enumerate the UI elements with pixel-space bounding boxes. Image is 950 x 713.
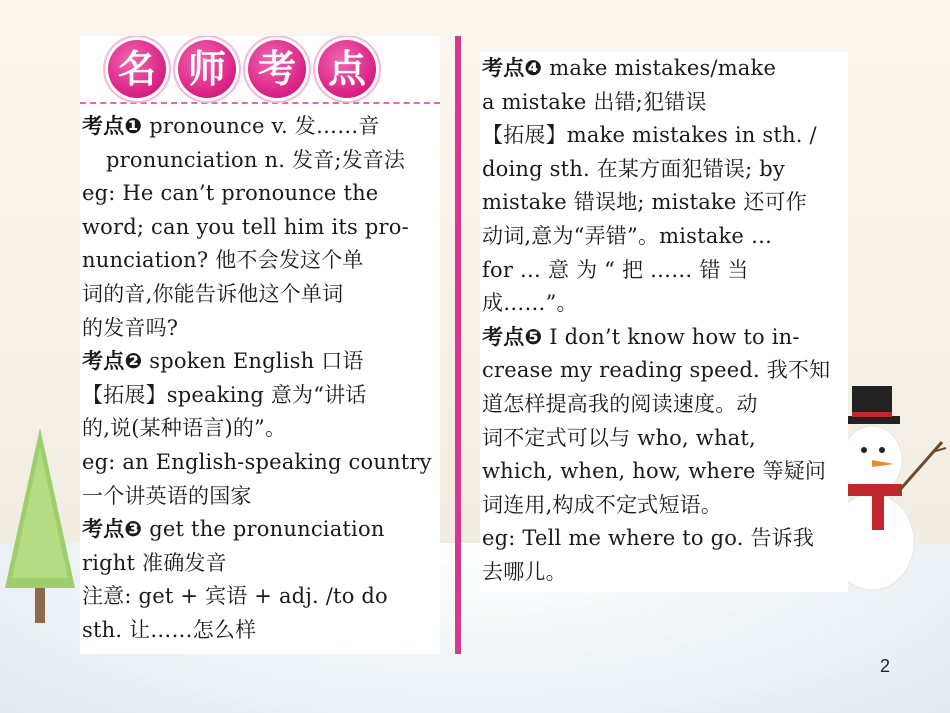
line-text: 去哪儿。 xyxy=(482,559,567,584)
line-text: eg: He can’t pronounce the xyxy=(82,181,379,206)
key-point-label: 考点❹ xyxy=(482,56,543,80)
title-banner xyxy=(80,36,440,104)
line-text: for … 意 为 “ 把 …… 错 当 xyxy=(482,257,749,282)
text-line xyxy=(80,345,440,379)
text-line xyxy=(480,556,848,590)
line-text: crease my reading speed. 我不知 xyxy=(482,358,831,383)
line-text: mistake 错误地; mistake 还可作 xyxy=(482,190,807,215)
text-line xyxy=(480,52,848,86)
line-text: doing sth. 在某方面犯错误; by xyxy=(482,156,785,181)
text-line xyxy=(480,489,848,523)
text-line xyxy=(80,547,440,581)
line-text: word; can you tell him its pro- xyxy=(82,214,409,239)
line-text: 成……”。 xyxy=(482,291,578,316)
line-text: 道怎样提高我的阅读速度。动 xyxy=(482,391,758,416)
line-text: spoken English 口语 xyxy=(142,349,364,374)
line-text: which, when, how, where 等疑问 xyxy=(482,459,827,484)
text-line xyxy=(80,513,440,547)
banner-badge: 考 xyxy=(248,40,306,98)
key-point-label: 考点❶ xyxy=(82,114,143,138)
text-line xyxy=(80,177,440,211)
christmas-tree-illustration xyxy=(0,428,80,628)
left-text-block xyxy=(80,110,440,648)
text-line xyxy=(480,522,848,556)
banner-badge: 师 xyxy=(178,40,236,98)
text-line xyxy=(80,244,440,278)
line-text: 动词,意为“弄错”。mistake … xyxy=(482,223,773,248)
line-text: get the pronunciation xyxy=(142,517,385,542)
line-text: eg: Tell me where to go. 告诉我 xyxy=(482,526,815,551)
line-text: 【拓展】make mistakes in sth. / xyxy=(482,123,817,148)
page-number: 2 xyxy=(880,656,891,676)
snowman-illustration xyxy=(842,372,950,592)
right-content-panel xyxy=(480,52,848,592)
line-text: 【拓展】speaking 意为“讲话 xyxy=(82,382,367,407)
text-line xyxy=(480,455,848,489)
text-line xyxy=(480,86,848,120)
text-line xyxy=(80,480,440,514)
text-line xyxy=(80,211,440,245)
line-text: eg: an English-speaking country xyxy=(82,449,432,474)
column-divider xyxy=(455,36,461,654)
line-text: 词的音,你能告诉他这个单词 xyxy=(82,281,344,306)
line-text: 词不定式可以与 who, what, xyxy=(482,425,756,450)
text-line xyxy=(480,186,848,220)
text-line xyxy=(80,278,440,312)
line-text: sth. 让……怎么样 xyxy=(82,617,257,642)
text-line xyxy=(80,412,440,446)
line-text: right 准确发音 xyxy=(82,550,227,575)
text-line xyxy=(80,446,440,480)
right-text-block xyxy=(480,52,848,590)
text-line xyxy=(480,422,848,456)
line-text: 的发音吗? xyxy=(82,315,179,340)
text-line xyxy=(80,580,440,614)
line-text: 词连用,构成不定式短语。 xyxy=(482,492,723,517)
key-point-label: 考点❺ xyxy=(482,324,543,349)
key-point-label: 考点❷ xyxy=(82,349,143,374)
key-point-label: 考点❸ xyxy=(82,517,143,542)
line-text: 一个讲英语的国家 xyxy=(82,483,252,508)
text-line xyxy=(480,354,848,388)
text-line xyxy=(80,614,440,648)
line-text: make mistakes/make xyxy=(542,56,777,80)
text-line xyxy=(80,379,440,413)
line-text: I don’t know how to in- xyxy=(542,324,800,349)
line-text: nunciation? 他不会发这个单 xyxy=(82,248,364,273)
text-line xyxy=(480,220,848,254)
text-line xyxy=(480,119,848,153)
text-line xyxy=(480,287,848,321)
left-content-panel xyxy=(80,36,440,654)
line-text: 注意: get + 宾语 + adj. /to do xyxy=(82,584,388,609)
text-line xyxy=(80,110,440,144)
text-line xyxy=(480,321,848,355)
line-text: pronounce v. 发……音 xyxy=(142,114,380,138)
text-line xyxy=(480,388,848,422)
banner-badges xyxy=(108,40,376,98)
text-line xyxy=(80,312,440,346)
text-line xyxy=(80,144,440,178)
banner-badge: 点 xyxy=(318,40,376,98)
line-text: 的,说(某种语言)的”。 xyxy=(82,416,287,441)
text-line xyxy=(480,254,848,288)
banner-badge: 名 xyxy=(108,40,166,98)
line-text: a mistake 出错;犯错误 xyxy=(482,89,707,114)
text-line xyxy=(480,153,848,187)
line-text: pronunciation n. 发音;发音法 xyxy=(106,147,406,172)
